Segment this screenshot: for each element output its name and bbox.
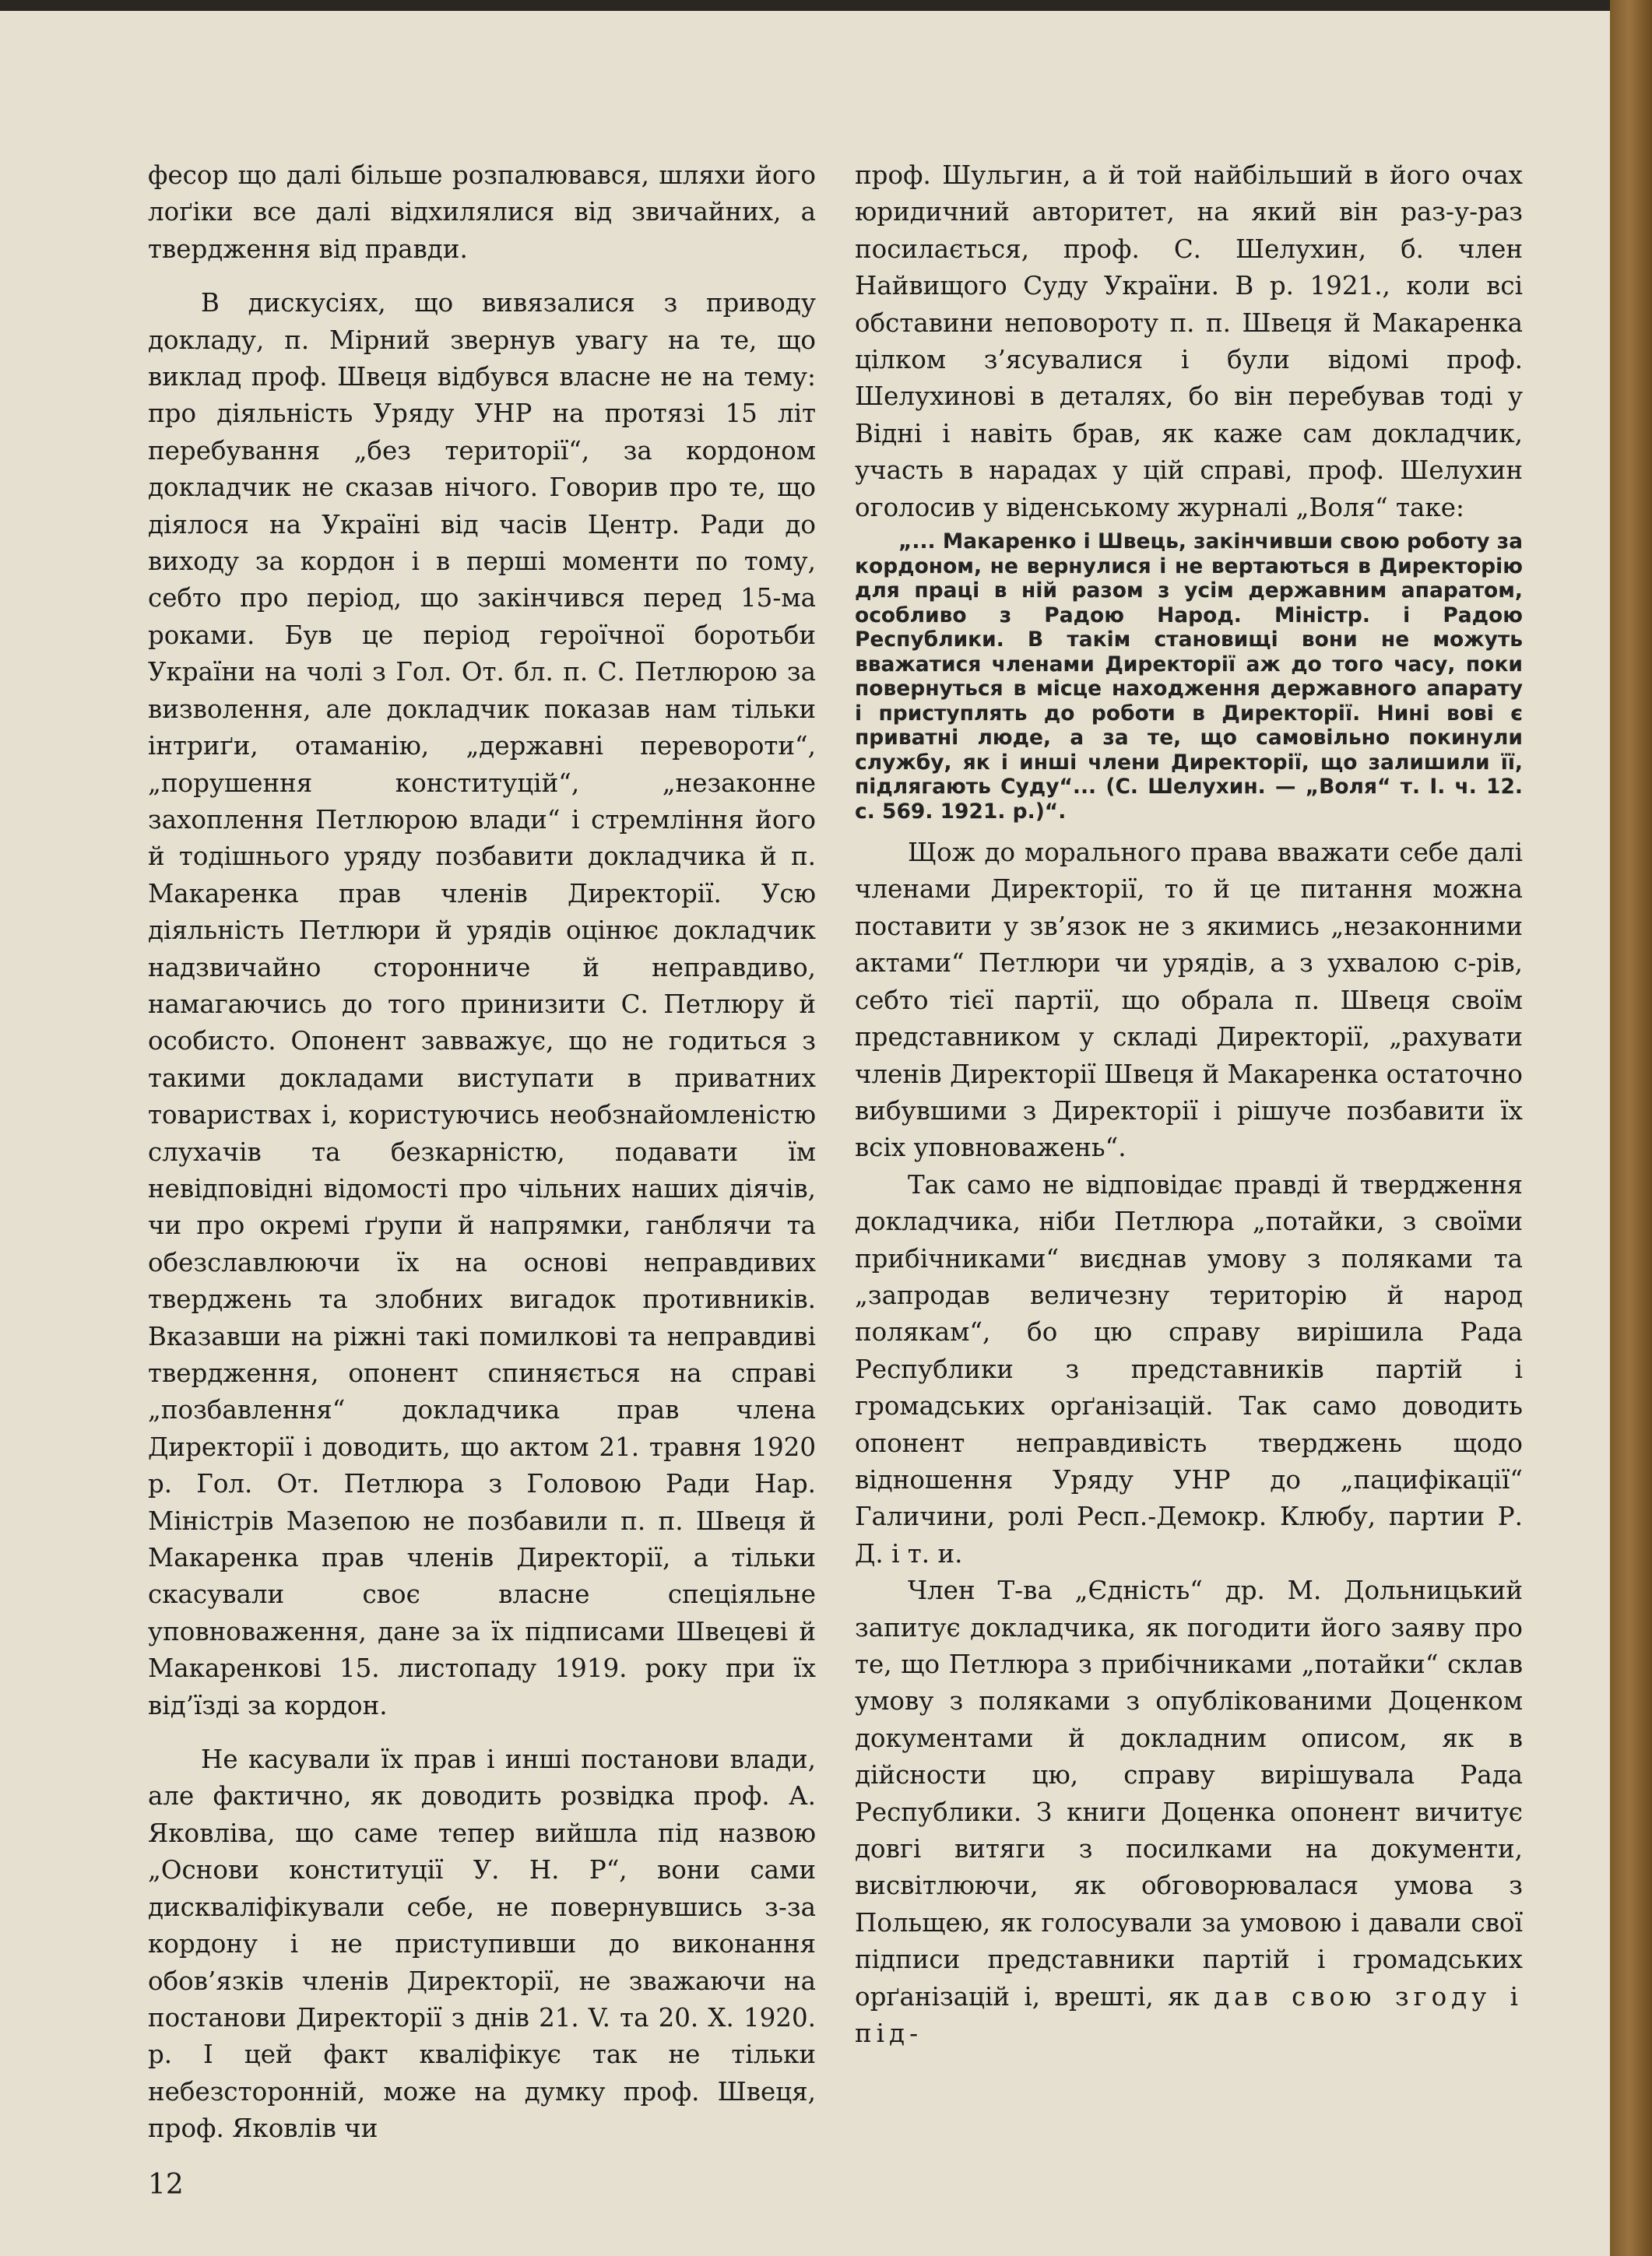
right-paragraph-4-spaced-text: дав свою згоду і під- [855, 1981, 1523, 2049]
shelukhin-quote: „... Макаренко і Швець, закінчивши свою роботу за кордоном, не вернулися і не вертаються в Директорію для праці в ній разом з усім державним апаратом, особливо з Радою Народ. Міністр. і Радою Республики. В такім становищі вони не можуть вважатися членами Директорії аж до того часу, поки повернуться в місце находження державного апарату і приступлять до роботи в Директорії. Нині вові є приватні люде, а за те, що самовільно покинули службу, як і инші члени Директорії, що залишили її, підлягають Суду“... (С. Шелухин. — „Воля“ т. І. ч. 12. с. 569. 1921. р.)“. [855, 529, 1523, 824]
right-paragraph-3: Так само не відповідає правді й твердження докладчика, ніби Петлюра „потайки, з своїми прибічниками“ виєднав умову з поляками та „запродав величезну територію й народ полякам“, бо цю справу вирішила Рада Республики з представників партій і громадських орґанізацій. Так само доводить опонент неправдивість тверджень щодо відношення Уряду УНР до „пацифікації“ Галичини, ролі Респ.-Демокр. Клюбу, партии Р. Д. і т. и. [855, 1169, 1523, 1569]
right-paragraph-4 [855, 1573, 1523, 2052]
page-number: 12 [148, 2169, 184, 2201]
right-paragraph-4-text: Член Т-ва „Єдність“ др. М. Дольницький запитує докладчика, як погодити його заяву про те, що Петлюра з прибічниками „потайки“ склав умову з поляками з опублікованими Доценком документами й докладним описом, як в дійсности цю, справу вирішувала Рада Республики. З книги Доценка опонент вичитує довгі витяги з посилками на документи, висвітлюючи, як обговорювалася умова з Польщею, як голосували за умовою і давали свої підписи представники партій і громадських орґанізацій і, врешті, як [855, 1576, 1523, 2012]
book-spine-edge [1610, 0, 1652, 2256]
book-page [0, 11, 1610, 2256]
left-paragraph-1: фесор що далі більше розпалювався, шляхи його лоґіки все далі відхилялися від звичайних, а твердження від правди. [148, 160, 816, 264]
right-paragraph-2: Щож до морального права вважати себе далі членами Директорії, то й це питання можна поставити у зв’язок не з якимись „незаконними актами“ Петлюри чи урядів, а з ухвалою с-рів, себто тієї партії, що обрала п. Швеця своїм представником у складі Директорії, „рахувати членів Директорії Швеця й Макаренка остаточно вибувшими з Директорії і рішуче позбавити їх всіх уповноважень“. [855, 838, 1523, 1163]
left-paragraph-3: Не касували їх прав і инші постанови влади, але фактично, як доводить розвідка проф. А. Яковліва, що саме тепер вийшла під назвою „Основи конституції У. Н. Р“, вони сами дискваліфікували себе, не повернувшись з-за кордону і не приступивши до виконання обов’язків членів Директорії, не зважаючи на постанови Директорії з днів 21. V. та 20. X. 1920. р. І цей факт кваліфікує так не тільки небезсторонній, може на думку проф. Швеця, проф. Яковлів чи [148, 1745, 816, 2144]
left-column [148, 157, 816, 2148]
right-paragraph-1: проф. Шульгин, а й той найбільший в його очах юридичний авторитет, на який він раз-у-раз посилається, проф. С. Шелухин, б. член Найвищого Суду України. В р. 1921., коли всі обставини неповороту п. п. Швеця й Макаренка цілком з’ясувалися і були відомі проф. Шелухинові в деталях, бо він перебував тоді у Відні і навіть брав, як каже сам докладчик, участь в нарадах у цій справі, проф. Шелухин оголосив у віденському журналі „Воля“ таке: [855, 160, 1523, 522]
left-paragraph-2: В дискусіях, що вивязалися з приводу докладу, п. Мірний звернув увагу на те, що виклад проф. Швеця відбувся власне не на тему: про діяльність Уряду УНР на протязі 15 літ перебування „без території“, за кордоном докладчик не сказав нічого. Говорив про те, що діялося на Україні від часів Центр. Ради до виходу за кордон і в перші моменти по тому, себто про період, що закінчився перед 15-ма роками. Був це період героїчної боротьби України на чолі з Гол. От. бл. п. С. Петлюрою за визволення, але докладчик показав нам тільки інтриґи, отаманію, „державні перевороти“, „порушення конституцій“, „незаконне захоплення Петлюрою влади“ і стремління його й тодішнього уряду позбавити докладчика й п. Макаренка прав членів Директорії. Усю діяльність Петлюри й урядів оцінює докладчик надзвичайно сторонниче й неправдиво, намагаючись до того принизити С. Петлюру й особисто. Опонент завважує, що не годиться з такими докладами виступати в приватних товариствах і, користуючись необзнайомленістю слухачів та безкарністю, подавати їм невідповідні відомості про чільних наших діячів, чи про окремі ґрупи й напрямки, ганблячи та обезславлюючи їх на основі неправдивих тверджень та злобних вигадок противників. Вказавши на ріжні такі помилкові та неправдиві твердження, опонент спиняється на справі „позбавлення“ докладчика прав члена Директорії і доводить, що актом 21. травня 1920 р. Гол. От. Петлюра з Головою Ради Нар. Міністрів Мазепою не позбавили п. п. Швеця й Макаренка прав членів Директорії, а тільки скасували своє власне спеціяльне уповноваження, дане за їх підписами Швецеві й Макаренкові 15. листопаду 1919. року при їх від’їзді за кордон. [148, 288, 816, 1720]
right-column [855, 157, 1523, 2052]
